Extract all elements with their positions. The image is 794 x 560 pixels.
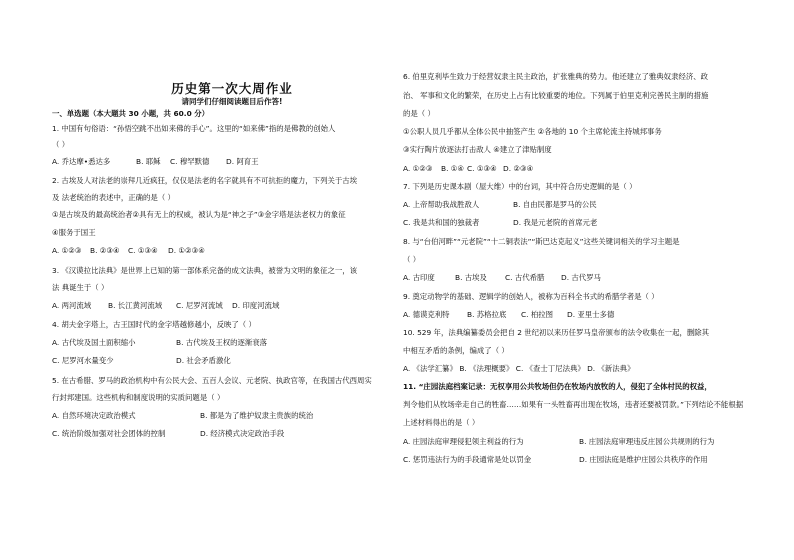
page-title: 历史第一次大周作业 (171, 81, 293, 96)
question-6-stem-cont: 治、 军事和文化的繁荣，在历史上占有比较重要的地位。下列属于伯里克利完善民主制的措施 (403, 91, 709, 100)
question-2-stem-cont: 及 法老统治的表述中，正确的是（ ） (52, 193, 175, 202)
question-2-item: ①是古埃及的最高统治者②具有无上的权威，被认为是“神之子”③金字塔是法老权力的象征 (52, 210, 346, 219)
option-a[interactable]: A. 德谟克利特 (403, 310, 450, 319)
option-a[interactable]: A. 两河流域 (52, 301, 92, 310)
option-d[interactable]: D. ②③④ (503, 164, 534, 173)
question-8-stem: 8. 与“台伯河畔”“元老院”“十二铜表法”“斯巴达克起义”这些关键词相关的学习主题是 (403, 237, 680, 246)
question-1-blank: （ ） (52, 140, 70, 149)
option-a[interactable]: A. 自然环境决定政治模式 (52, 411, 136, 420)
question-2-item: ④服务于国王 (52, 228, 96, 237)
option-b[interactable]: B. 庄园法庭审理违反庄园公共规则的行为 (579, 437, 715, 446)
option-d[interactable]: D. 庄园法庭是维护庄园公共秩序的作用 (579, 455, 708, 464)
question-1-stem: 1. 中国有句俗语：“孙悟空跳不出如来佛的手心”。这里的“如来佛”指的是佛教的创始人 (52, 124, 336, 133)
question-3-stem: 3. 《汉谟拉比法典》是世界上已知的第一部体系完备的成文法典，被誉为文明的象征之一，该 (52, 266, 358, 275)
question-5-stem-cont: 行封邦建国。这些机构和制度说明的实质问题是（ ） (52, 393, 225, 402)
option-b[interactable]: B. 长江黄河流域 (108, 301, 163, 310)
option-b[interactable]: B. 古代埃及王权的逐渐衰落 (176, 338, 268, 347)
option-c[interactable]: C. 尼罗河水量变少 (52, 356, 114, 365)
question-6-item: ①公职人员几乎都从全体公民中抽签产生 ②各地的 10 个主席轮流主持城邦事务 (403, 127, 662, 136)
question-9-stem: 9. 奠定动物学的基础、逻辑学的创始人，被称为百科全书式的希腊学者是（ ） (403, 292, 659, 301)
option-a[interactable]: A. 乔达摩•悉达多 (52, 157, 111, 166)
question-6-item: ③实行陶片放逐法打击敌人 ④建立了津贴制度 (403, 145, 552, 154)
option-a[interactable]: A. 古印度 (403, 273, 435, 282)
question-10-stem-cont: 中相互矛盾的条例，编成了（ ） (403, 346, 509, 355)
option-c[interactable]: C. ①③④ (467, 164, 497, 173)
option-a[interactable]: A. ①②③ (52, 246, 82, 255)
option-c[interactable]: C. 统治阶级加强对社会团体的控制 (52, 429, 166, 438)
option-c[interactable]: C. 尼罗河流域 (176, 301, 223, 310)
option-c[interactable]: C. 穆罕默德 (170, 157, 210, 166)
option-d[interactable]: D. 亚里士多德 (567, 310, 615, 319)
option-a[interactable]: A. 上帝帮助我战胜敌人 (403, 200, 480, 209)
option-a[interactable]: A. ①②③ (403, 164, 433, 173)
option-b[interactable]: B. ②③④ (90, 246, 120, 255)
option-b[interactable]: B. 耶稣 (136, 157, 161, 166)
option-d[interactable]: D. 印度河流域 (232, 301, 280, 310)
option-a[interactable]: A. 古代埃及国土面积缩小 (52, 338, 136, 347)
option-d[interactable]: D. ①②③④ (168, 246, 205, 255)
option-b[interactable]: B. ①④ (441, 164, 465, 173)
question-6-stem-cont: 的是（ ） (403, 109, 435, 118)
question-4-stem: 4. 胡夫金字塔上，古王国时代的金字塔越修越小，反映了（ ） (52, 320, 256, 329)
question-5-stem: 5. 在古希腊、罗马的政治机构中有公民大会、五百人会议、元老院、执政官等，在我国古代西周实 (52, 376, 372, 385)
question-7-stem: 7. 下列是历史课本剧（屋大维）中的台词，其中符合历史逻辑的是（ ） (403, 182, 637, 191)
option-d[interactable]: D. 我是元老院的首席元老 (513, 218, 598, 227)
option-c[interactable]: C. 我是共和国的独裁者 (403, 218, 480, 227)
option-c[interactable]: C. 惩罚违法行为的手段通常是处以罚金 (403, 455, 532, 464)
option-b[interactable]: B. 都是为了维护奴隶主贵族的统治 (200, 411, 314, 420)
option-c[interactable]: C. 柏拉图 (521, 310, 554, 319)
option-d[interactable]: D. 阿育王 (226, 157, 259, 166)
option-b[interactable]: B. 苏格拉底 (467, 310, 507, 319)
section-header: 一、单选题（本大题共 30 小题，共 60.0 分） (52, 109, 210, 118)
question-11-stem-cont: 上述材料得出的是（ ） (403, 418, 480, 427)
page-subtitle: 请同学们仔细阅读题目后作答! (181, 97, 283, 106)
question-3-stem-cont: 法 典诞生于（ ） (52, 283, 109, 292)
question-6-stem: 6. 伯里克利毕生致力于经营奴隶主民主政治，扩张雅典的势力。他还建立了雅典奴隶经济、政 (403, 72, 709, 81)
option-d[interactable]: D. 古代罗马 (561, 273, 601, 282)
question-8-blank: （ ） (403, 255, 421, 264)
question-10-stem: 10. 529 年，法典编纂委员会把自 2 世纪初以来历任罗马皇帝颁布的法令收集在一起，删除其 (403, 328, 710, 337)
option-b[interactable]: B. 古埃及 (455, 273, 487, 282)
question-10-options[interactable]: A. 《法学汇纂》 B. 《法理概要》 C. 《查士丁尼法典》 D. 《新法典》 (403, 364, 635, 373)
option-d[interactable]: D. 社会矛盾激化 (176, 356, 231, 365)
question-11-stem-cont: 判令他们从牧场牵走自己的牲畜……如果有一头牲畜再出现在牧场，违者还要被罚款。”下列结论不能根据 (403, 400, 744, 409)
option-d[interactable]: D. 经济模式决定政治手段 (200, 429, 285, 438)
option-c[interactable]: C. ①③④ (128, 246, 158, 255)
option-c[interactable]: C. 古代希腊 (505, 273, 545, 282)
question-2-stem: 2. 古埃及人对法老的崇拜几近疯狂，仅仅是法老的名字就具有不可抗拒的魔力，下列关于古埃 (52, 176, 358, 185)
option-b[interactable]: B. 自由民都是罗马的公民 (513, 200, 597, 209)
question-11-stem: 11. “庄园法庭档案记录：无权享用公共牧场但仍在牧场内放牧的人，侵犯了全体村民的权益， (403, 382, 712, 391)
option-a[interactable]: A. 庄园法庭审理侵犯领主利益的行为 (403, 437, 524, 446)
